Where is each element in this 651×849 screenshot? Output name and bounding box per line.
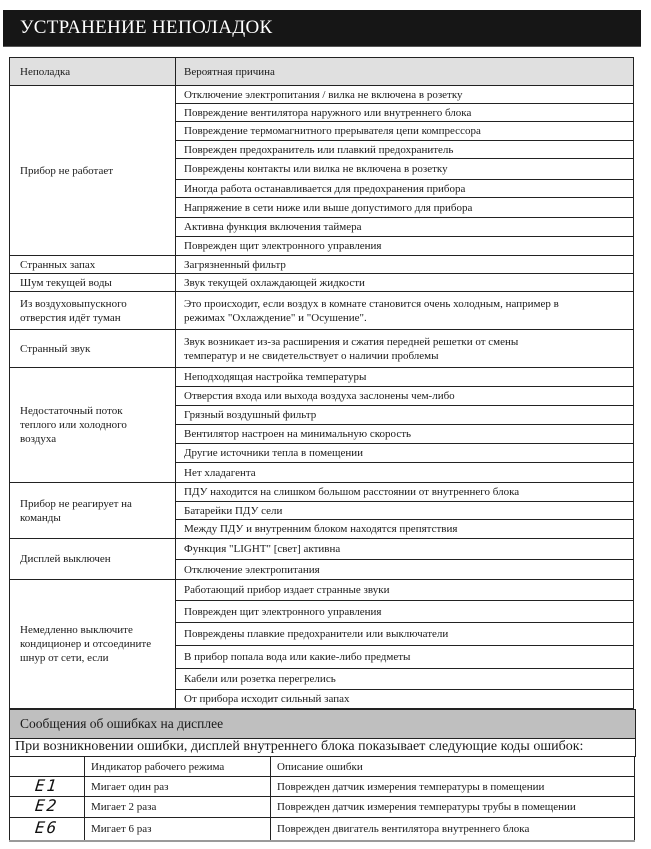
cause-cell: Повреждены плавкие предохранители или выключатели <box>176 623 634 646</box>
cause-cell: Поврежден щит электронного управления <box>176 601 634 623</box>
cause-cell: Повреждение термомагнитного прерывателя цепи компрессора <box>176 122 634 141</box>
error-row <box>10 797 635 818</box>
table-row <box>10 483 634 502</box>
description-cell: Поврежден датчик измерения температуры в помещении <box>271 777 635 797</box>
cause-cell: Вентилятор настроен на минимальную скорость <box>176 425 634 444</box>
error-code-e2: E2 <box>34 796 60 815</box>
cause-cell: Звук возникает из-за расширения и сжатия передней решетки от смены температур и не свидетельствует о наличии проблемы <box>176 330 634 368</box>
cause-cell: От прибора исходит сильный запах <box>176 690 634 709</box>
problem-cell: Из воздуховыпускного отверстия идёт туман <box>10 292 176 330</box>
cause-cell: Звук текущей охлаждающей жидкости <box>176 274 634 292</box>
error-code-cell <box>10 777 85 797</box>
indicator-cell: Мигает 6 раз <box>85 818 271 841</box>
table-row <box>10 86 634 104</box>
cause-cell: Грязный воздушный фильтр <box>176 406 634 425</box>
table-bottom-edge <box>9 840 635 842</box>
error-code-e6: E6 <box>34 818 60 837</box>
column-header-indicator: Индикатор рабочего режима <box>85 757 271 777</box>
error-code-cell <box>10 797 85 818</box>
error-section-intro: При возникновении ошибки, дисплей внутреннего блока показывает следующие коды ошибок: <box>9 738 636 757</box>
cause-cell: Неподходящая настройка температуры <box>176 368 634 387</box>
error-section-title: Сообщения об ошибках на дисплее <box>9 709 636 739</box>
cause-cell: Поврежден щит электронного управления <box>176 237 634 256</box>
cause-cell: Это происходит, если воздух в комнате становится очень холодным, например в режимах "Охлаждение" и "Осушение". <box>176 292 634 330</box>
indicator-cell: Мигает один раз <box>85 777 271 797</box>
table-row <box>10 368 634 387</box>
cause-cell: Между ПДУ и внутренним блоком находятся препятствия <box>176 520 634 539</box>
table-row <box>10 580 634 601</box>
cause-cell: Кабели или розетка перегрелись <box>176 669 634 690</box>
error-row <box>10 818 635 841</box>
table-row <box>10 256 634 274</box>
column-header-cause: Вероятная причина <box>176 58 634 86</box>
cause-cell: Повреждены контакты или вилка не включена в розетку <box>176 159 634 180</box>
table-row <box>10 539 634 560</box>
column-header-code <box>10 757 85 777</box>
cause-cell: Напряжение в сети ниже или выше допустимого для прибора <box>176 198 634 218</box>
table-row <box>10 330 634 368</box>
cause-cell: Поврежден предохранитель или плавкий предохранитель <box>176 141 634 159</box>
column-header-description: Описание ошибки <box>271 757 635 777</box>
problem-cell: Шум текущей воды <box>10 274 176 292</box>
cause-cell: Иногда работа останавливается для предохранения прибора <box>176 180 634 198</box>
cause-cell: Активна функция включения таймера <box>176 218 634 237</box>
error-code-e1: E1 <box>34 775 60 795</box>
description-cell: Поврежден датчик измерения температуры трубы в помещении <box>271 797 635 818</box>
error-table-header-row <box>10 757 635 777</box>
column-header-problem: Неполадка <box>10 58 176 86</box>
indicator-cell: Мигает 2 раза <box>85 797 271 818</box>
troubleshooting-table <box>9 57 634 709</box>
table-row <box>10 274 634 292</box>
cause-cell: Нет хладагента <box>176 463 634 483</box>
error-row <box>10 777 635 797</box>
error-codes-table <box>9 756 635 841</box>
cause-cell: Отверстия входа или выхода воздуха заслонены чем-либо <box>176 387 634 406</box>
problem-cell: Прибор не работает <box>10 86 176 256</box>
cause-cell: Другие источники тепла в помещении <box>176 444 634 463</box>
problem-cell: Дисплей выключен <box>10 539 176 580</box>
page-title-bar <box>3 10 641 47</box>
cause-cell: Загрязненный фильтр <box>176 256 634 274</box>
cause-cell: Батарейки ПДУ сели <box>176 502 634 520</box>
table-row <box>10 292 634 330</box>
problem-cell: Немедленно выключите кондиционер и отсоедините шнур от сети, если <box>10 580 176 709</box>
description-cell: Поврежден двигатель вентилятора внутреннего блока <box>271 818 635 841</box>
problem-cell: Странный звук <box>10 330 176 368</box>
cause-cell: В прибор попала вода или какие-либо предметы <box>176 646 634 669</box>
problem-cell: Странных запах <box>10 256 176 274</box>
cause-cell: Повреждение вентилятора наружного или внутреннего блока <box>176 104 634 122</box>
cause-cell: ПДУ находится на слишком большом расстоянии от внутреннего блока <box>176 483 634 502</box>
problem-cell: Прибор не реагирует на команды <box>10 483 176 539</box>
problem-cell: Недостаточный поток теплого или холодного воздуха <box>10 368 176 483</box>
cause-cell: Работающий прибор издает странные звуки <box>176 580 634 601</box>
table-header-row <box>10 58 634 86</box>
error-code-cell <box>10 818 85 841</box>
page-title: УСТРАНЕНИЕ НЕПОЛАДОК <box>20 17 273 38</box>
cause-cell: Отключение электропитания <box>176 560 634 580</box>
cause-cell: Отключение электропитания / вилка не включена в розетку <box>176 86 634 104</box>
cause-cell: Функция "LIGHT" [свет] активна <box>176 539 634 560</box>
